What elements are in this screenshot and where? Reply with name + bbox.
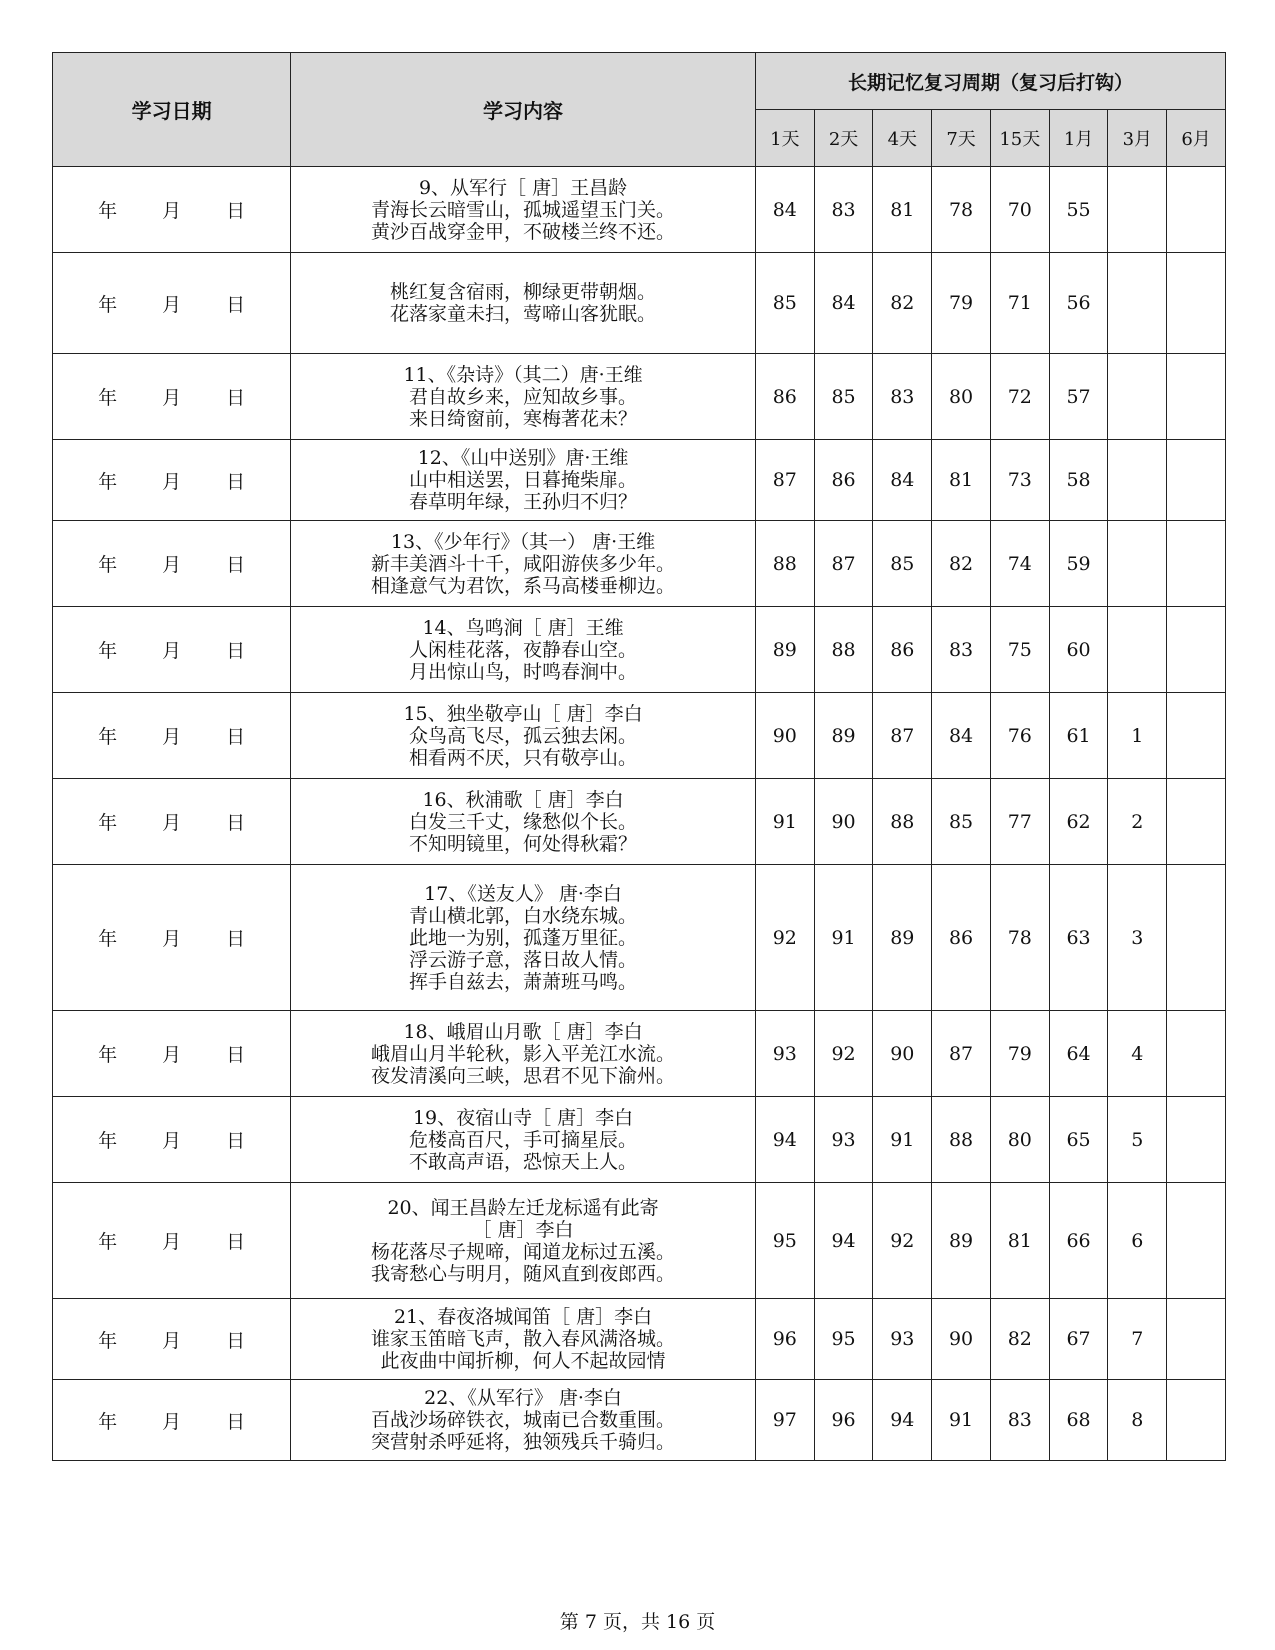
review-cycle-header: 长期记忆复习周期（复习后打钩）	[755, 53, 1225, 110]
review-checkbox-cell[interactable]: 83	[990, 1380, 1049, 1461]
review-checkbox-cell[interactable]: 63	[1049, 865, 1108, 1011]
review-checkbox-cell[interactable]: 85	[873, 521, 932, 607]
review-checkbox-cell[interactable]: 81	[990, 1183, 1049, 1299]
date-unit-year: 年	[98, 1329, 118, 1352]
poem-line: 人闲桂花落，夜静春山空。	[409, 638, 638, 661]
poem-line: 月出惊山鸟，时鸣春涧中。	[409, 660, 638, 683]
review-checkbox-cell[interactable]	[1108, 440, 1167, 521]
study-content-cell	[291, 1097, 756, 1183]
poem-line: 夜发清溪向三峡，思君不见下渝州。	[371, 1064, 676, 1087]
review-checkbox-cell[interactable]: 68	[1049, 1380, 1108, 1461]
review-checkbox-cell[interactable]: 89	[932, 1183, 991, 1299]
poem-line: 相看两不厌，只有敬亭山。	[409, 746, 638, 769]
date-unit-year: 年	[98, 1231, 118, 1253]
poem-title: 15、独坐敬亭山［ 唐］李白	[403, 702, 643, 725]
review-checkbox-cell[interactable]: 94	[873, 1380, 932, 1461]
table-row	[53, 167, 1226, 253]
review-checkbox-cell[interactable]	[1167, 607, 1226, 693]
date-unit-month: 月	[162, 726, 182, 748]
review-checkbox-cell[interactable]: 83	[932, 607, 991, 693]
table-row	[53, 1097, 1226, 1183]
poem-line: 春草明年绿，王孙归不归？	[409, 491, 638, 513]
review-checkbox-cell[interactable]: 85	[932, 779, 991, 865]
review-checkbox-cell[interactable]	[1108, 521, 1167, 607]
review-checkbox-cell[interactable]: 84	[873, 440, 932, 521]
review-checkbox-cell[interactable]: 85	[755, 253, 814, 354]
date-unit-day: 日	[226, 554, 246, 576]
poem-line: 突营射杀呼延将，独领残兵千骑归。	[371, 1431, 676, 1453]
poem-line: 花落家童未扫，莺啼山客犹眠。	[390, 303, 657, 325]
poem-title: 18、峨眉山月歌［ 唐］李白	[403, 1020, 643, 1043]
table-row	[53, 865, 1226, 1011]
study-date-cell[interactable]	[53, 521, 291, 607]
review-checkbox-cell[interactable]: 90	[873, 1011, 932, 1097]
review-checkbox-cell[interactable]: 82	[932, 521, 991, 607]
review-checkbox-cell[interactable]: 64	[1049, 1011, 1108, 1097]
review-checkbox-cell[interactable]: 93	[755, 1011, 814, 1097]
interval-header: 7天	[932, 110, 991, 167]
poem-line: 相逢意气为君饮，系马高楼垂柳边。	[371, 574, 676, 597]
review-checkbox-cell[interactable]: 88	[755, 521, 814, 607]
review-checkbox-cell[interactable]: 92	[873, 1183, 932, 1299]
review-checkbox-cell[interactable]	[1167, 440, 1226, 521]
review-checkbox-cell[interactable]: 85	[814, 354, 873, 440]
interval-header: 2天	[814, 110, 873, 167]
review-checkbox-cell[interactable]: 91	[814, 865, 873, 1011]
poem-title: 20、闻王昌龄左迁龙标遥有此寄	[387, 1196, 659, 1219]
date-unit-day: 日	[226, 640, 246, 662]
poem-line: 黄沙百战穿金甲，不破楼兰终不还。	[371, 220, 676, 243]
date-unit-year: 年	[98, 554, 118, 576]
poem-title: 11、《杂诗》（其二）唐·王维	[403, 363, 643, 386]
study-content-cell	[291, 1183, 756, 1299]
review-checkbox-cell[interactable]: 91	[932, 1380, 991, 1461]
study-content-cell	[291, 167, 756, 253]
review-checkbox-cell[interactable]: 80	[932, 354, 991, 440]
date-unit-day: 日	[226, 1130, 246, 1152]
study-date-cell[interactable]	[53, 440, 291, 521]
review-checkbox-cell[interactable]: 88	[873, 779, 932, 865]
review-checkbox-cell[interactable]: 95	[755, 1183, 814, 1299]
review-checkbox-cell[interactable]: 89	[873, 865, 932, 1011]
date-unit-month: 月	[162, 1044, 182, 1066]
review-checkbox-cell[interactable]: 8	[1108, 1380, 1167, 1461]
date-unit-day: 日	[226, 387, 246, 409]
date-unit-year: 年	[98, 928, 118, 950]
table-row	[53, 440, 1226, 521]
review-checkbox-cell[interactable]: 94	[755, 1097, 814, 1183]
review-checkbox-cell[interactable]	[1167, 521, 1226, 607]
date-unit-year: 年	[98, 812, 118, 834]
table-row	[53, 693, 1226, 779]
poem-line: 谁家玉笛暗飞声，散入春风满洛城。	[371, 1328, 676, 1350]
date-unit-day: 日	[226, 726, 246, 748]
review-checkbox-cell[interactable]: 3	[1108, 865, 1167, 1011]
review-checkbox-cell[interactable]: 76	[990, 693, 1049, 779]
table-row	[53, 1011, 1226, 1097]
review-checkbox-cell[interactable]: 74	[990, 521, 1049, 607]
review-checkbox-cell[interactable]: 4	[1108, 1011, 1167, 1097]
review-checkbox-cell[interactable]	[1167, 1011, 1226, 1097]
review-checkbox-cell[interactable]: 94	[814, 1183, 873, 1299]
poem-line: 百战沙场碎铁衣，城南已合数重围。	[371, 1409, 676, 1431]
review-checkbox-cell[interactable]	[1108, 354, 1167, 440]
poem-line: 峨眉山月半轮秋，影入平羌江水流。	[371, 1042, 676, 1065]
date-unit-month: 月	[162, 928, 182, 950]
table-row	[53, 607, 1226, 693]
review-checkbox-cell[interactable]: 81	[932, 440, 991, 521]
date-unit-month: 月	[162, 200, 182, 222]
review-checkbox-cell[interactable]: 65	[1049, 1097, 1108, 1183]
poem-line: 此夜曲中闻折柳，何人不起故园情	[380, 1350, 666, 1372]
study-content-cell	[291, 521, 756, 607]
poem-line: ［ 唐］李白	[472, 1218, 574, 1241]
review-checkbox-cell[interactable]	[1167, 1299, 1226, 1380]
review-checkbox-cell[interactable]: 84	[932, 693, 991, 779]
poem-title: 桃红复含宿雨，柳绿更带朝烟。	[390, 281, 657, 303]
review-checkbox-cell[interactable]: 83	[814, 167, 873, 253]
poem-line: 青山横北郭，白水绕东城。	[409, 904, 638, 927]
study-date-cell[interactable]	[53, 167, 291, 253]
review-checkbox-cell[interactable]: 79	[990, 1011, 1049, 1097]
table-row	[53, 779, 1226, 865]
review-checkbox-cell[interactable]: 71	[990, 253, 1049, 354]
poem-title: 21、春夜洛城闻笛［ 唐］李白	[393, 1306, 653, 1328]
review-checkbox-cell[interactable]: 90	[932, 1299, 991, 1380]
review-checkbox-cell[interactable]: 62	[1049, 779, 1108, 865]
review-checkbox-cell[interactable]: 72	[990, 354, 1049, 440]
study-content-cell	[291, 607, 756, 693]
review-checkbox-cell[interactable]: 57	[1049, 354, 1108, 440]
review-checkbox-cell[interactable]: 87	[814, 521, 873, 607]
date-unit-day: 日	[226, 812, 246, 834]
review-checkbox-cell[interactable]: 89	[755, 607, 814, 693]
poem-line: 此地一为别，孤蓬万里征。	[409, 926, 638, 949]
review-checkbox-cell[interactable]: 88	[932, 1097, 991, 1183]
table-row	[53, 1183, 1226, 1299]
date-unit-month: 月	[162, 1410, 182, 1433]
poem-title: 13、《少年行》（其一） 唐·王维	[390, 530, 656, 553]
review-checkbox-cell[interactable]: 1	[1108, 693, 1167, 779]
review-checkbox-cell[interactable]: 67	[1049, 1299, 1108, 1380]
review-checkbox-cell[interactable]	[1108, 167, 1167, 253]
interval-header: 1天	[755, 110, 814, 167]
study-date-cell[interactable]	[53, 1299, 291, 1380]
review-checkbox-cell[interactable]: 86	[814, 440, 873, 521]
date-unit-day: 日	[226, 1410, 246, 1433]
poem-line: 青海长云暗雪山，孤城遥望玉门关。	[371, 198, 676, 221]
review-checkbox-cell[interactable]: 61	[1049, 693, 1108, 779]
review-checkbox-cell[interactable]: 70	[990, 167, 1049, 253]
study-content-cell	[291, 440, 756, 521]
page-footer: 第 7 页，共 16 页	[559, 1611, 716, 1633]
date-unit-year: 年	[98, 387, 118, 409]
poem-line: 杨花落尽子规啼，闻道龙标过五溪。	[371, 1240, 676, 1263]
review-checkbox-cell[interactable]: 73	[990, 440, 1049, 521]
review-checkbox-cell[interactable]: 90	[755, 693, 814, 779]
poem-line: 来日绮窗前，寒梅著花未？	[409, 407, 638, 430]
date-unit-month: 月	[162, 812, 182, 834]
review-checkbox-cell[interactable]: 87	[873, 693, 932, 779]
interval-header: 3月	[1108, 110, 1167, 167]
date-unit-month: 月	[162, 554, 182, 576]
review-checkbox-cell[interactable]: 89	[814, 693, 873, 779]
date-unit-year: 年	[98, 293, 118, 316]
review-checkbox-cell[interactable]	[1167, 1380, 1226, 1461]
poem-title: 22、《从军行》 唐·李白	[424, 1387, 622, 1409]
review-checkbox-cell[interactable]: 91	[873, 1097, 932, 1183]
review-checkbox-cell[interactable]: 78	[990, 865, 1049, 1011]
review-checkbox-cell[interactable]: 86	[873, 607, 932, 693]
review-checkbox-cell[interactable]	[1108, 607, 1167, 693]
poem-title: 14、鸟鸣涧［ 唐］王维	[422, 616, 624, 639]
date-unit-day: 日	[226, 200, 246, 222]
poem-line: 我寄愁心与明月，随风直到夜郎西。	[371, 1262, 676, 1285]
review-checkbox-cell[interactable]: 93	[873, 1299, 932, 1380]
interval-header: 15天	[990, 110, 1049, 167]
review-checkbox-cell[interactable]: 7	[1108, 1299, 1167, 1380]
content-column-header: 学习内容	[291, 53, 756, 167]
review-checkbox-cell[interactable]: 82	[990, 1299, 1049, 1380]
date-unit-year: 年	[98, 1044, 118, 1066]
review-checkbox-cell[interactable]: 95	[814, 1299, 873, 1380]
review-checkbox-cell[interactable]: 6	[1108, 1183, 1167, 1299]
date-unit-month: 月	[162, 640, 182, 662]
interval-header: 6月	[1167, 110, 1226, 167]
review-checkbox-cell[interactable]: 75	[990, 607, 1049, 693]
review-checkbox-cell[interactable]: 97	[755, 1380, 814, 1461]
study-date-cell[interactable]	[53, 1011, 291, 1097]
date-unit-month: 月	[162, 1329, 182, 1352]
review-checkbox-cell[interactable]: 55	[1049, 167, 1108, 253]
table-row	[53, 1380, 1226, 1461]
poem-line: 危楼高百尺，手可摘星辰。	[409, 1128, 638, 1151]
study-date-cell[interactable]	[53, 693, 291, 779]
poem-line: 浮云游子意，落日故人情。	[409, 948, 638, 971]
review-checkbox-cell[interactable]: 77	[990, 779, 1049, 865]
review-checkbox-cell[interactable]: 90	[814, 779, 873, 865]
poem-line: 君自故乡来，应知故乡事。	[409, 385, 638, 408]
study-date-cell[interactable]	[53, 607, 291, 693]
poem-title: 17、《送友人》 唐·李白	[424, 882, 622, 905]
date-unit-day: 日	[226, 928, 246, 950]
review-checkbox-cell[interactable]: 86	[932, 865, 991, 1011]
poem-title: 16、秋浦歌［ 唐］李白	[422, 788, 624, 811]
study-date-cell[interactable]	[53, 779, 291, 865]
review-checkbox-cell[interactable]: 87	[755, 440, 814, 521]
review-checkbox-cell[interactable]: 59	[1049, 521, 1108, 607]
review-checkbox-cell[interactable]: 84	[814, 253, 873, 354]
study-date-cell[interactable]	[53, 1097, 291, 1183]
study-content-cell	[291, 865, 756, 1011]
table-row	[53, 521, 1226, 607]
review-checkbox-cell[interactable]: 5	[1108, 1097, 1167, 1183]
review-checkbox-cell[interactable]: 84	[755, 167, 814, 253]
date-unit-month: 月	[162, 470, 182, 493]
table-row	[53, 253, 1226, 354]
review-checkbox-cell[interactable]: 88	[814, 607, 873, 693]
poem-line: 白发三千丈，缘愁似个长。	[409, 810, 638, 833]
review-checkbox-cell[interactable]: 87	[932, 1011, 991, 1097]
review-checkbox-cell[interactable]	[1167, 693, 1226, 779]
poem-line: 新丰美酒斗十千，咸阳游侠多少年。	[371, 552, 676, 575]
poem-line: 山中相送罢，日暮掩柴扉。	[409, 469, 638, 491]
date-unit-day: 日	[226, 1231, 246, 1253]
review-checkbox-cell[interactable]: 96	[814, 1380, 873, 1461]
date-unit-year: 年	[98, 640, 118, 662]
review-checkbox-cell[interactable]: 80	[990, 1097, 1049, 1183]
review-checkbox-cell[interactable]: 91	[755, 779, 814, 865]
review-checkbox-cell[interactable]: 60	[1049, 607, 1108, 693]
study-content-cell	[291, 1380, 756, 1461]
review-checkbox-cell[interactable]: 92	[755, 865, 814, 1011]
date-unit-year: 年	[98, 200, 118, 222]
date-unit-day: 日	[226, 293, 246, 316]
study-content-cell	[291, 693, 756, 779]
review-checkbox-cell[interactable]: 81	[873, 167, 932, 253]
poem-title: 9、从军行［ 唐］王昌龄	[418, 176, 628, 199]
date-unit-month: 月	[162, 1231, 182, 1253]
review-checkbox-cell[interactable]: 96	[755, 1299, 814, 1380]
study-date-cell[interactable]	[53, 1183, 291, 1299]
poem-line: 挥手自兹去，萧萧班马鸣。	[409, 970, 638, 993]
review-checkbox-cell[interactable]	[1167, 253, 1226, 354]
review-checkbox-cell[interactable]: 79	[932, 253, 991, 354]
study-date-cell[interactable]	[53, 253, 291, 354]
study-content-cell	[291, 253, 756, 354]
date-unit-year: 年	[98, 726, 118, 748]
review-checkbox-cell[interactable]	[1108, 253, 1167, 354]
date-unit-year: 年	[98, 1130, 118, 1152]
study-date-cell[interactable]	[53, 1380, 291, 1461]
review-checkbox-cell[interactable]: 93	[814, 1097, 873, 1183]
review-checkbox-cell[interactable]: 86	[755, 354, 814, 440]
review-checkbox-cell[interactable]: 58	[1049, 440, 1108, 521]
date-unit-year: 年	[98, 470, 118, 493]
interval-header: 1月	[1049, 110, 1108, 167]
poem-line: 不知明镜里，何处得秋霜？	[409, 832, 638, 855]
table-row	[53, 1299, 1226, 1380]
review-checkbox-cell[interactable]: 2	[1108, 779, 1167, 865]
review-table	[52, 52, 1226, 1461]
study-content-cell	[291, 1299, 756, 1380]
date-unit-year: 年	[98, 1410, 118, 1433]
date-column-header: 学习日期	[53, 53, 291, 167]
review-checkbox-cell[interactable]	[1167, 1097, 1226, 1183]
poem-line: 不敢高声语，恐惊天上人。	[409, 1150, 638, 1173]
date-unit-day: 日	[226, 470, 246, 493]
table-row	[53, 354, 1226, 440]
review-checkbox-cell[interactable]: 92	[814, 1011, 873, 1097]
poem-line: 众鸟高飞尽，孤云独去闲。	[409, 724, 638, 747]
date-unit-month: 月	[162, 387, 182, 409]
interval-header: 4天	[873, 110, 932, 167]
review-checkbox-cell[interactable]: 83	[873, 354, 932, 440]
study-date-cell[interactable]	[53, 354, 291, 440]
study-content-cell	[291, 779, 756, 865]
date-unit-day: 日	[226, 1044, 246, 1066]
review-checkbox-cell[interactable]	[1167, 167, 1226, 253]
date-unit-month: 月	[162, 293, 182, 316]
poem-title: 12、《山中送别》唐·王维	[417, 447, 629, 469]
review-checkbox-cell[interactable]	[1167, 354, 1226, 440]
poem-title: 19、夜宿山寺［ 唐］李白	[412, 1106, 634, 1129]
review-checkbox-cell[interactable]: 82	[873, 253, 932, 354]
study-date-cell[interactable]	[53, 865, 291, 1011]
review-checkbox-cell[interactable]	[1167, 779, 1226, 865]
date-unit-month: 月	[162, 1130, 182, 1152]
date-unit-day: 日	[226, 1329, 246, 1352]
review-checkbox-cell[interactable]	[1167, 1183, 1226, 1299]
review-checkbox-cell[interactable]	[1167, 865, 1226, 1011]
review-checkbox-cell[interactable]: 56	[1049, 253, 1108, 354]
study-content-cell	[291, 354, 756, 440]
review-checkbox-cell[interactable]: 78	[932, 167, 991, 253]
review-checkbox-cell[interactable]: 66	[1049, 1183, 1108, 1299]
study-content-cell	[291, 1011, 756, 1097]
